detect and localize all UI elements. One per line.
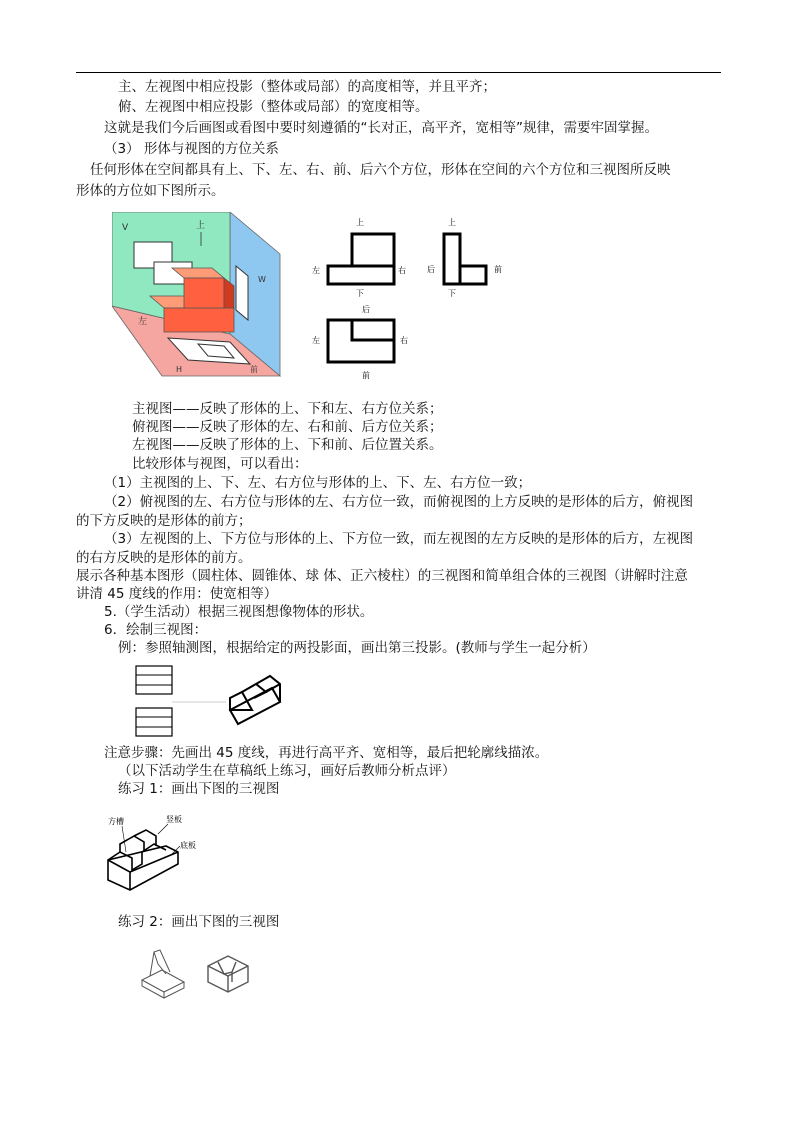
front-view-outline [328, 234, 394, 284]
text-line: 主视图——反映了形体的上、下和左、右方位关系； [132, 401, 443, 417]
section-heading: （3） 形体与视图的方位关系 [104, 141, 279, 157]
block-front-upper [184, 278, 224, 308]
left-view-figure [424, 216, 514, 302]
example-figure [130, 660, 310, 742]
label-base-plate: 底板 [180, 841, 196, 850]
text-line: （2）俯视图的左、右方位与形体的左、右方位一致，而俯视图的上方反映的是形体的后方，俯视图 [104, 494, 694, 510]
label-up: 上 [196, 221, 206, 231]
given-top-view [136, 708, 172, 736]
text-line: 的右方反映的是形体的前方。 [76, 550, 252, 566]
label-w: W [258, 275, 266, 284]
given-front-view [136, 666, 172, 694]
label-up: 上 [448, 218, 456, 227]
left-view-outline [444, 234, 486, 284]
label-h: H [176, 365, 183, 374]
text-line: 5.（学生活动）根据三视图想像物体的形状。 [104, 604, 374, 620]
text-line: 讲清 45 度线的作用：使宽相等） [76, 586, 278, 602]
example-isometric [230, 676, 280, 724]
front-view-figure [308, 216, 412, 302]
label-up: 上 [356, 218, 364, 227]
label-left: 左 [138, 317, 148, 327]
text-line: （以下活动学生在草稿纸上练习，画好后教师分析点评） [118, 763, 456, 779]
text-line: 形体的方位如下图所示。 [76, 183, 225, 199]
projection-box-figure [112, 212, 292, 380]
label-front: 前 [250, 365, 258, 374]
text-line: 左视图——反映了形体的上、下和前、后位置关系。 [132, 437, 443, 453]
label-right: 右 [398, 266, 406, 275]
text-line: 例：参照轴测图，根据给定的两投影面，画出第三投影。(教师与学生一起分析） [118, 640, 596, 656]
text-line: 的下方反映的是形体的前方； [76, 513, 252, 529]
label-down: 下 [356, 289, 364, 298]
text-line: 主、左视图中相应投影（整体或局部）的高度相等，并且平齐； [118, 79, 496, 95]
text-line: 练习 1：画出下图的三视图 [118, 781, 280, 797]
text-line: （1）主视图的上、下、左、右方位与形体的上、下、左、右方位一致； [104, 475, 532, 491]
exercise-2-shape-b [208, 956, 248, 992]
label-back: 后 [427, 265, 435, 274]
w-projection [236, 266, 248, 320]
label-front: 前 [494, 265, 502, 274]
text-line: 这就是我们今后画图或看图中要时刻遵循的“长对正，高平齐，宽相等”规律，需要牢固掌握。 [104, 120, 658, 136]
label-groove: 方槽 [108, 817, 124, 826]
text-line: 俯、左视图中相应投影（整体或局部）的宽度相等。 [118, 99, 429, 115]
label-right: 右 [400, 336, 408, 345]
text-line: 比较形体与视图，可以看出： [132, 456, 308, 472]
text-line: （3）左视图的上、下方位与形体的上、下方位一致，而左视图的左方反映的是形体的后方，左视图 [104, 531, 694, 547]
block-front-lower [164, 308, 234, 332]
text-line: 练习 2：画出下图的三视图 [118, 914, 280, 930]
label-front: 前 [362, 371, 370, 380]
label-v: V [122, 223, 129, 233]
exercise-2-shape-a [142, 950, 184, 998]
label-down: 下 [448, 289, 456, 298]
text-line: 任何形体在空间都具有上、下、左、右、前、后六个方位，形体在空间的六个方位和三视图所反映 [90, 162, 671, 178]
exercise-1-isometric [108, 830, 178, 890]
header-rule [76, 72, 721, 73]
exercise-1-figure [100, 812, 220, 894]
label-left: 左 [312, 336, 320, 345]
label-left: 左 [312, 266, 320, 275]
label-vertical-plate: 竖板 [166, 815, 182, 824]
text-line: 6．绘制三视图： [104, 622, 208, 638]
text-line: 展示各种基本图形（圆柱体、圆锥体、球 体、正六棱柱）的三视图和简单组合体的三视图（讲解时注意 [76, 568, 688, 584]
text-line: 注意步骤：先画出 45 度线，再进行高平齐、宽相等，最后把轮廓线描浓。 [104, 745, 549, 761]
text-line: 俯视图——反映了形体的左、右和前、后方位关系； [132, 419, 443, 435]
top-view-figure [308, 302, 412, 382]
label-back: 后 [362, 305, 370, 314]
exercise-2-figure [136, 944, 260, 1000]
